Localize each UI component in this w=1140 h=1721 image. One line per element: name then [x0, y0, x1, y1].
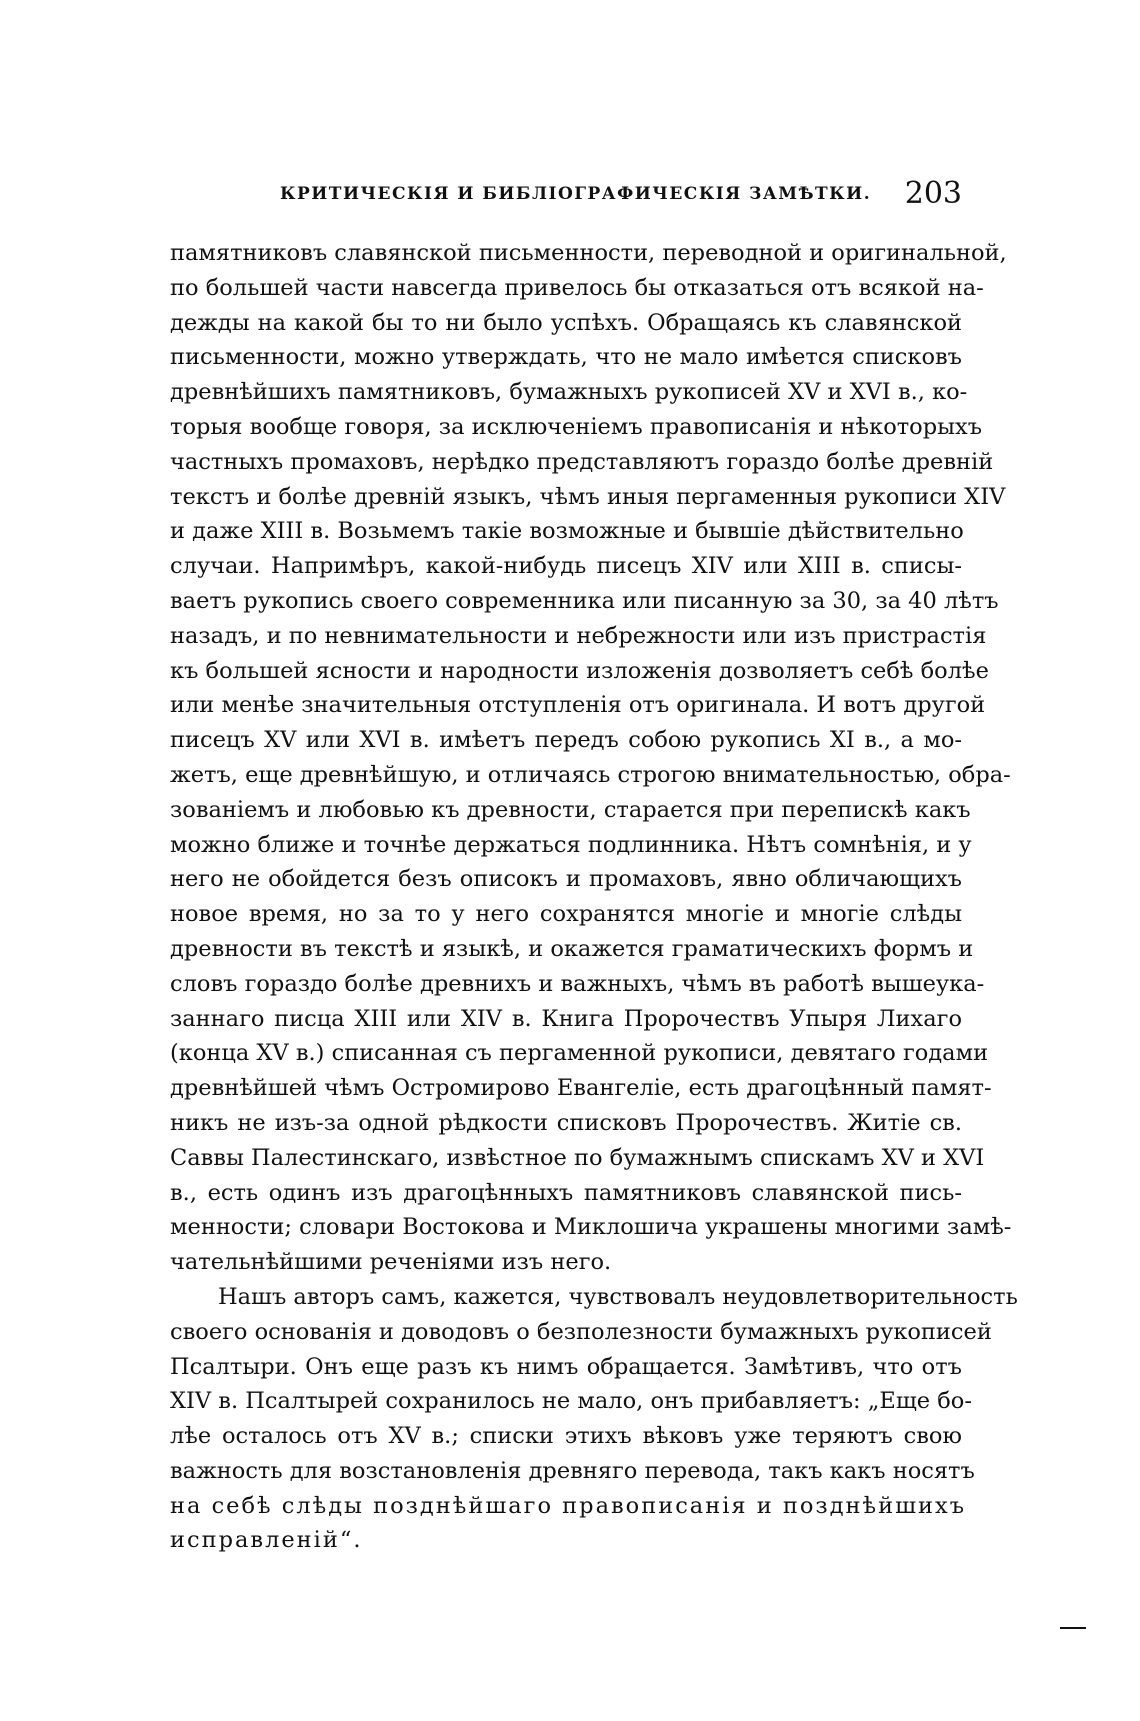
text-line: и даже XIII в. Возьмемъ такіе возможные и бывшіе дѣйствительно — [170, 518, 964, 545]
text-line: новое время, но за то у него сохранятся многіе и многіе слѣды — [170, 901, 962, 928]
text-line: древнѣйшей чѣмъ Остромирово Евангеліе, есть драгоцѣнный памят- — [170, 1075, 992, 1102]
text-line: Саввы Палестинскаго, извѣстное по бумажнымъ спискамъ XV и XVI — [170, 1144, 985, 1171]
text-line: древности въ текстѣ и языкѣ, и окажется граматическихъ формъ и — [170, 935, 974, 962]
text-line: Псалтыри. Онъ еще разъ къ нимъ обращается. Замѣтивъ, что отъ — [170, 1353, 962, 1380]
text-line: в., есть одинъ изъ драгоцѣнныхъ памятниковъ славянской пись- — [170, 1179, 962, 1206]
paragraph-1 — [170, 236, 1012, 1280]
text-line: письменности, можно утверждать, что не мало имѣется списковъ — [170, 344, 962, 371]
text-line: писецъ XV или XVI в. имѣетъ передъ собою рукопись XI в., а мо- — [170, 727, 962, 754]
text-line: ваетъ рукопись своего современника или писанную за 30, за 40 лѣтъ — [170, 587, 999, 614]
footer-mark — [1060, 1613, 1076, 1632]
text-line: памятниковъ славянской письменности, переводной и оригинальной, — [170, 240, 1007, 266]
text-line: или менѣе значительныя отступленія отъ оригинала. И вотъ другой — [170, 692, 986, 719]
text-line: текстъ и болѣе древній языкъ, чѣмъ иныя пергаменныя рукописи XIV — [170, 483, 1006, 510]
running-title: КРИТИЧЕСКІЯ И БИБЛІОГРАФИЧЕСКІЯ ЗАМѢТКИ. — [280, 184, 872, 204]
text-line: лѣе осталось отъ XV в.; списки этихъ вѣковъ уже теряютъ свою — [170, 1423, 962, 1450]
text-line: (конца XV в.) списанная съ пергаменной рукописи, девятаго годами — [170, 1040, 989, 1067]
text-line: назадъ, и по невнимательности и небрежности или изъ пристрастія — [170, 622, 987, 649]
text-line: заннаго писца XIII или XIV в. Книга Пророчествъ Упыря Лихаго — [170, 1005, 962, 1032]
text-line: дежды на какой бы то ни было успѣхъ. Обращаясь къ славянской — [170, 309, 962, 336]
text-line: жетъ, еще древнѣйшую, и отличаясь строгою внимательностью, обра- — [170, 761, 1011, 788]
text-line: по большей части навсегда привелось бы отказаться отъ всякой на- — [170, 274, 984, 301]
text-line: къ большей ясности и народности изложенія дозволяетъ себѣ болѣе — [170, 657, 989, 684]
text-line: важность для возстановленія древняго перевода, такъ какъ носятъ — [170, 1457, 975, 1484]
text-line: чательнѣйшими реченіями изъ него. — [170, 1249, 612, 1276]
text-line: своего основанія и доводовъ о безполезности бумажныхъ рукописей — [170, 1318, 992, 1345]
running-header — [170, 178, 962, 218]
text-line: словъ гораздо болѣе древнихъ и важныхъ, чѣмъ въ работѣ вышеука- — [170, 970, 985, 997]
paragraph-2 — [170, 1280, 1018, 1558]
text-line: него не обойдется безъ описокъ и промаховъ, явно обличающихъ — [170, 866, 962, 893]
footer-dash — [1060, 1627, 1086, 1629]
text-line: можно ближе и точнѣе держаться подлинника. Нѣтъ сомнѣнія, и у — [170, 831, 972, 858]
text-line: Нашъ авторъ самъ, кажется, чувствовалъ неудовлетворительность — [218, 1283, 1018, 1310]
text-line: менности; словари Востокова и Миклошича украшены многими замѣ- — [170, 1214, 1012, 1241]
text-line: зованіемъ и любовью къ древности, старается при перепискѣ какъ — [170, 796, 971, 823]
body-text — [170, 236, 1018, 1558]
text-line: торыя вообще говоря, за исключеніемъ правописанія и нѣкоторыхъ — [170, 413, 983, 440]
text-line: случаи. Напримѣръ, какой-нибудь писецъ XIV или XIII в. списы- — [170, 553, 962, 580]
text-line: частныхъ промаховъ, нерѣдко представляютъ гораздо болѣе древній — [170, 448, 994, 475]
page-number: 203 — [904, 176, 962, 211]
text-line: древнѣйшихъ памятниковъ, бумажныхъ рукописей XV и XVI в., ко- — [170, 379, 968, 406]
text-line: XIV в. Псалтырей сохранилось не мало, онъ прибавляетъ: „Еще бо- — [170, 1388, 972, 1415]
text-line: никъ не изъ-за одной рѣдкости списковъ Пророчествъ. Житіе св. — [170, 1109, 962, 1136]
text-line: на себѣ слѣды позднѣйшаго правописанія и позднѣйшихъ — [170, 1492, 967, 1519]
text-line: исправленій“. — [170, 1527, 363, 1554]
